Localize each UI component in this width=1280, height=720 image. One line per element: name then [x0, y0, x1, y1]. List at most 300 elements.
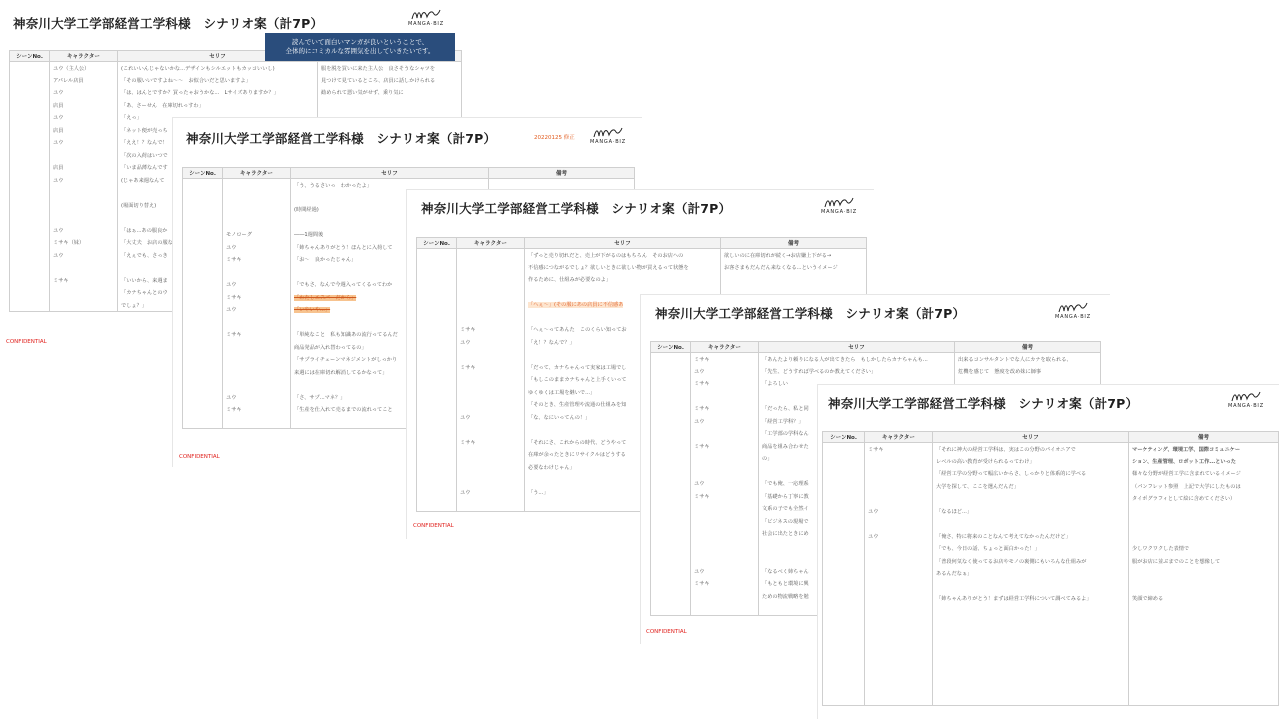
character-cell — [691, 515, 759, 528]
line-cell: (時間経過) — [291, 204, 489, 217]
character-cell — [691, 428, 759, 441]
line-cell: 「え！？なんで？」 — [525, 336, 721, 349]
line-cell: 「それにさ、これからの時代、どうやって — [525, 436, 721, 449]
character-cell: ユウ — [865, 505, 933, 518]
scene-cell — [10, 149, 50, 162]
character-cell: ミサキ — [223, 404, 291, 417]
note-cell: 様々な分野が経営工学に含まれているイメージ — [1129, 468, 1279, 481]
character-header: キャラクター — [223, 168, 291, 179]
line-cell: (場面切り替え) — [118, 199, 318, 212]
character-cell: ミサキ — [691, 578, 759, 591]
logo-text: MANGA·BIZ — [590, 139, 626, 145]
line-cell: 「は、はんとですか？買ったゃおうかな... Lサイズありますか？」 — [118, 87, 318, 100]
character-cell — [865, 643, 933, 656]
scene-cell — [10, 212, 50, 225]
table-row — [417, 274, 867, 287]
character-cell: モノローグ — [223, 229, 291, 242]
table-row — [823, 593, 1279, 606]
line-cell — [933, 643, 1129, 656]
scene-cell — [417, 286, 457, 299]
character-cell — [865, 568, 933, 581]
table-row — [10, 99, 462, 112]
character-cell — [865, 518, 933, 531]
character-cell — [50, 262, 118, 275]
line-cell: 来週には在庫切れ解消してるかなって」 — [291, 366, 489, 379]
scene-cell — [417, 261, 457, 274]
character-cell — [691, 603, 759, 616]
line-cell: あるんだなぁ」 — [933, 568, 1129, 581]
line-cell: 「ネット便が売っち — [118, 124, 318, 137]
line-cell: (これいいんじゃないかな...デザインもシルエットもカッコいいし) — [118, 62, 318, 75]
character-cell — [457, 311, 525, 324]
struck-line-text: 「いやいや...」 — [294, 307, 331, 314]
manga-biz-logo — [1049, 301, 1097, 323]
scene-cell — [183, 229, 223, 242]
character-cell: ミサキ — [691, 378, 759, 391]
character-cell: ユウ — [691, 365, 759, 378]
scene-cell — [183, 416, 223, 429]
line-cell: 「でもさ、なんで今週入ってくるってわか — [291, 279, 489, 292]
note-cell — [1129, 605, 1279, 618]
scene-cell — [823, 480, 865, 493]
line-cell: 「でも俺、一応理系 — [759, 478, 955, 491]
note-cell — [1129, 530, 1279, 543]
character-cell: ユウ（主人公） — [50, 62, 118, 75]
note-cell — [1129, 680, 1279, 693]
table-row — [823, 518, 1279, 531]
character-cell: ユウ — [691, 478, 759, 491]
scene-cell — [823, 693, 865, 706]
table-row — [823, 443, 1279, 456]
scene-cell — [417, 374, 457, 387]
note-cell: お客さまもだんだん来なくなる...というイメージ — [721, 261, 867, 274]
character-cell: ユウ — [457, 411, 525, 424]
confidential-label: CONFIDENTIAL — [179, 454, 220, 460]
scene-cell — [651, 403, 691, 416]
character-cell: ミサキ — [223, 329, 291, 342]
line-cell: 不信感につながるでしょ？欲しいときに欲しい物が買えるって状態を — [525, 261, 721, 274]
character-cell — [457, 399, 525, 412]
line-cell: 「もともと環境に興 — [759, 578, 955, 591]
character-cell: ユウ — [223, 304, 291, 317]
scene-cell — [10, 249, 50, 262]
note-line-2: 全体的にコミカルな雰囲気を出していきたいです。 — [285, 47, 435, 55]
line-cell: 文系の子でも全然イ — [759, 503, 955, 516]
character-cell — [865, 480, 933, 493]
line-cell: 「でも、今日の話、ちょっと面白かった！」 — [933, 543, 1129, 556]
note-header: 備考 — [721, 238, 867, 249]
scene-cell — [823, 443, 865, 456]
line-cell — [933, 655, 1129, 668]
character-cell: ミサキ — [457, 361, 525, 374]
note-cell: 少しワクワクした表情で — [1129, 543, 1279, 556]
scene-cell — [10, 74, 50, 87]
character-cell — [691, 390, 759, 403]
scene-cell — [183, 279, 223, 292]
line-cell: 「サプライチェーンマネジメントがしっかり — [291, 354, 489, 367]
scene-cell — [10, 237, 50, 250]
character-cell — [865, 580, 933, 593]
table-row — [10, 62, 462, 75]
line-cell: 「単純なこと 私も知識あの流行ってるんだ — [291, 329, 489, 342]
line-cell: 「な、なにいってんの！」 — [525, 411, 721, 424]
table-row — [823, 455, 1279, 468]
manga-biz-logo — [1222, 390, 1270, 412]
line-cell — [933, 618, 1129, 631]
manga-biz-logo — [402, 8, 450, 30]
line-cell: 商品を組み合わせた — [759, 440, 955, 453]
scene-cell — [183, 304, 223, 317]
character-header: キャラクター — [50, 51, 118, 62]
scene-cell — [10, 224, 50, 237]
character-cell — [457, 386, 525, 399]
line-cell — [933, 493, 1129, 506]
character-cell — [865, 468, 933, 481]
line-cell: 「普段何気なく使ってるお店やモノの裏側にもいろんな仕組みが — [933, 555, 1129, 568]
character-cell: 店員 — [50, 99, 118, 112]
line-cell: 「はぁ...あの服良か — [118, 224, 318, 237]
line-cell — [933, 680, 1129, 693]
scene-cell — [651, 415, 691, 428]
note-cell — [1129, 655, 1279, 668]
line-cell: 「姉ちゃんありがとう！ほんとに入荷して — [291, 241, 489, 254]
scene-cell — [183, 341, 223, 354]
scene-cell — [417, 436, 457, 449]
note-cell — [318, 99, 462, 112]
line-cell: 「生産を仕入れて売るまでの流れってこと — [291, 404, 489, 417]
character-cell: ユウ — [50, 249, 118, 262]
table-row — [10, 74, 462, 87]
scene-cell — [183, 316, 223, 329]
scene-cell — [183, 216, 223, 229]
line-cell: 作るために、仕組みが必要なのよ」 — [525, 274, 721, 287]
character-cell: ユウ — [865, 530, 933, 543]
line-cell: 商品発品が入れ替わってるの」 — [291, 341, 489, 354]
character-cell — [457, 349, 525, 362]
scenario-table — [822, 431, 1279, 706]
table-row — [823, 693, 1279, 706]
character-cell — [691, 503, 759, 516]
scene-cell — [183, 179, 223, 192]
table-row — [417, 249, 867, 262]
scene-cell — [10, 87, 50, 100]
character-cell: ミサキ — [691, 353, 759, 366]
scene-cell — [417, 386, 457, 399]
scene-cell — [651, 440, 691, 453]
table-row — [10, 87, 462, 100]
character-cell — [223, 379, 291, 392]
scene-cell — [183, 354, 223, 367]
note-cell — [1129, 643, 1279, 656]
scene-cell — [651, 428, 691, 441]
revision-date: 20220125 修正 — [534, 135, 575, 141]
character-cell — [223, 354, 291, 367]
character-cell: ミサキ（妹） — [50, 237, 118, 250]
script-page-5 — [818, 385, 1280, 720]
note-cell — [1129, 568, 1279, 581]
scene-cell — [10, 62, 50, 75]
character-cell — [50, 187, 118, 200]
page-title: 神奈川大学工学部経営工学科様 シナリオ案（計7P） — [186, 131, 497, 146]
scene-cell — [823, 530, 865, 543]
character-cell — [457, 474, 525, 487]
line-cell: 社会に出たときにめ — [759, 528, 955, 541]
scene-cell — [823, 568, 865, 581]
scene-cell — [651, 378, 691, 391]
character-cell — [50, 287, 118, 300]
character-cell: ミサキ — [691, 440, 759, 453]
line-cell — [933, 518, 1129, 531]
scene-cell — [183, 291, 223, 304]
character-cell: ミサキ — [691, 490, 759, 503]
line-cell: ゆくゆくは工場を継いで...」 — [525, 386, 721, 399]
line-cell: 「なるほど...」 — [933, 505, 1129, 518]
scene-cell — [417, 361, 457, 374]
character-cell — [50, 212, 118, 225]
scene-cell — [823, 680, 865, 693]
logo-text: MANGA·BIZ — [821, 209, 857, 215]
character-cell: ユウ — [50, 174, 118, 187]
page-title: 神奈川大学工学部経営工学科様 シナリオ案（計7P） — [828, 396, 1139, 411]
line-cell: 「あんたより頼りになる人が出てきたら もしかしたらカナちゃんも... — [759, 353, 955, 366]
line-cell: 「工学部の学科なん — [759, 428, 955, 441]
character-cell: ミサキ — [50, 274, 118, 287]
character-cell — [865, 668, 933, 681]
confidential-label: CONFIDENTIAL — [646, 629, 687, 635]
scene-cell — [651, 540, 691, 553]
scene-cell — [651, 490, 691, 503]
scene-cell — [183, 329, 223, 342]
character-cell: ユウ — [50, 224, 118, 237]
page-title: 神奈川大学工学部経営工学科様 シナリオ案（計7P） — [655, 306, 966, 321]
scene-cell — [823, 455, 865, 468]
character-cell — [457, 461, 525, 474]
line-cell: 大学を探して、ここを選んだんだ」 — [933, 480, 1129, 493]
character-cell — [223, 341, 291, 354]
table-row — [823, 505, 1279, 518]
comment-note-box — [265, 33, 455, 61]
line-cell: 「う、うるさいっ わかったよ」 — [291, 179, 489, 192]
character-cell: ミサキ — [691, 403, 759, 416]
scene-cell — [823, 580, 865, 593]
line-header: セリフ — [525, 238, 721, 249]
scene-header: シーンNo. — [10, 51, 50, 62]
scene-cell — [823, 630, 865, 643]
scene-cell — [417, 336, 457, 349]
character-cell — [223, 191, 291, 204]
note-header: 備考 — [489, 168, 635, 179]
character-header: キャラクター — [865, 432, 933, 443]
table-row — [823, 555, 1279, 568]
scene-cell — [183, 366, 223, 379]
note-cell: マーケティング、環境工学、国際コミュニケー — [1129, 443, 1279, 456]
scene-cell — [417, 324, 457, 337]
scene-cell — [823, 668, 865, 681]
line-cell: 「だって、カナちゃんって実家は工場でし — [525, 361, 721, 374]
character-cell — [50, 199, 118, 212]
table-row — [823, 618, 1279, 631]
line-header: セリフ — [933, 432, 1129, 443]
table-row — [823, 468, 1279, 481]
note-cell: ション、生産管理、ロボット工作...といった — [1129, 455, 1279, 468]
line-header: セリフ — [759, 342, 955, 353]
scene-cell — [417, 274, 457, 287]
table-row — [823, 643, 1279, 656]
character-cell: ユウ — [50, 112, 118, 125]
manga-biz-logo — [815, 196, 863, 218]
scene-cell — [823, 605, 865, 618]
scene-cell — [651, 603, 691, 616]
line-cell: 「それに神大の経営工学科は、実はこの分野のパイオニアで — [933, 443, 1129, 456]
scene-cell — [10, 287, 50, 300]
table-row — [823, 480, 1279, 493]
character-cell: ミサキ — [457, 324, 525, 337]
line-cell — [933, 693, 1129, 706]
line-cell: 「えぇでも、さっき — [118, 249, 318, 262]
line-cell: 「大丈夫 お店の服な — [118, 237, 318, 250]
character-cell: ユウ — [691, 415, 759, 428]
scene-cell — [10, 299, 50, 312]
scene-header: シーンNo. — [417, 238, 457, 249]
logo-text: MANGA·BIZ — [1228, 403, 1264, 409]
scene-cell — [417, 399, 457, 412]
scene-cell — [823, 655, 865, 668]
line-cell: 「経営工学科？」 — [759, 415, 955, 428]
note-cell — [1129, 505, 1279, 518]
character-cell — [457, 249, 525, 262]
character-cell — [223, 316, 291, 329]
line-cell: 「ビジネスの現場で — [759, 515, 955, 528]
character-cell — [223, 416, 291, 429]
character-cell: ユウ — [223, 279, 291, 292]
scene-cell — [10, 162, 50, 175]
character-cell — [691, 540, 759, 553]
scene-cell — [10, 187, 50, 200]
note-cell — [1129, 693, 1279, 706]
scene-cell — [823, 468, 865, 481]
character-cell — [457, 274, 525, 287]
line-cell: 「いいから、来週ま — [118, 274, 318, 287]
character-cell — [865, 555, 933, 568]
scene-cell — [823, 593, 865, 606]
character-cell: ミサキ — [223, 291, 291, 304]
character-header: キャラクター — [457, 238, 525, 249]
scene-cell — [417, 299, 457, 312]
page-title: 神奈川大学工学部経営工学科様 シナリオ案（計7P） — [421, 201, 732, 216]
scene-cell — [10, 262, 50, 275]
character-cell: ユウ — [457, 486, 525, 499]
note-cell — [1129, 580, 1279, 593]
line-cell: 「えっ」 — [118, 112, 318, 125]
line-cell: (じゃあ来週なんて — [118, 174, 318, 187]
scene-cell — [417, 311, 457, 324]
page-title: 神奈川大学工学部経営工学科様 シナリオ案（計7P） — [13, 16, 324, 31]
character-cell — [691, 453, 759, 466]
line-cell: 「姉ちゃんありがとう！まずは経営工学科について調べてみるよ」 — [933, 593, 1129, 606]
scene-header: シーンNo. — [823, 432, 865, 443]
character-cell — [223, 204, 291, 217]
line-cell: 「もしこのままカナちゃんと上手くいって — [525, 374, 721, 387]
character-cell: ユウ — [223, 241, 291, 254]
note-cell: タイポグラフィとして絵に含めてください） — [1129, 493, 1279, 506]
table-row — [823, 680, 1279, 693]
line-cell: レベルの高い教育が受けられるってわけ」 — [933, 455, 1129, 468]
line-cell: 「あ、さーせん 在庫切れっすわ」 — [118, 99, 318, 112]
scene-cell — [10, 112, 50, 125]
character-cell — [457, 449, 525, 462]
scene-cell — [651, 453, 691, 466]
line-cell: 「なるべく姉ちゃん — [759, 565, 955, 578]
line-cell: 「カナちゃんとのウ — [118, 287, 318, 300]
scene-cell — [651, 565, 691, 578]
character-cell: 店員 — [50, 162, 118, 175]
line-cell: 必要なわけじゃん」 — [525, 461, 721, 474]
line-cell: の」 — [759, 453, 955, 466]
note-cell: （パンフレット参照 上記で大学にしたものは — [1129, 480, 1279, 493]
scene-cell — [651, 553, 691, 566]
table-row — [651, 365, 1101, 378]
line-cell: 「経営工学の分野って幅広いからさ、しっかりと体系的に学べる — [933, 468, 1129, 481]
character-cell — [865, 630, 933, 643]
scene-cell — [417, 486, 457, 499]
character-cell — [691, 553, 759, 566]
scene-cell — [651, 478, 691, 491]
line-cell: 「だったら、私と同 — [759, 403, 955, 416]
logo-text: MANGA·BIZ — [1055, 314, 1091, 320]
scene-cell — [651, 365, 691, 378]
character-cell — [223, 366, 291, 379]
character-cell — [865, 618, 933, 631]
character-cell — [457, 261, 525, 274]
line-cell: 「その服いいですよね〜〜 お似合いだと思いますよ」 — [118, 74, 318, 87]
character-cell — [865, 593, 933, 606]
scene-cell — [823, 505, 865, 518]
character-cell: ミサキ — [865, 443, 933, 456]
scene-cell — [417, 411, 457, 424]
table-row — [823, 655, 1279, 668]
note-cell — [1129, 668, 1279, 681]
line-cell: でしょ？」 — [118, 299, 318, 312]
struck-line-text: 「わたしエスパーだから」 — [294, 294, 357, 301]
scene-cell — [183, 379, 223, 392]
table-row — [823, 568, 1279, 581]
character-cell — [865, 455, 933, 468]
line-cell — [933, 630, 1129, 643]
table-row — [823, 605, 1279, 618]
line-header: セリフ — [291, 168, 489, 179]
character-cell: ユウ — [50, 137, 118, 150]
note-cell: 出来るコンサルタントでな人にカナを取られる、 — [955, 353, 1101, 366]
scene-cell — [417, 449, 457, 462]
character-cell — [865, 493, 933, 506]
character-cell — [691, 465, 759, 478]
character-cell: アパレル店員 — [50, 74, 118, 87]
character-cell: ユウ — [223, 391, 291, 404]
scene-cell — [10, 174, 50, 187]
scene-cell — [183, 404, 223, 417]
table-row — [823, 630, 1279, 643]
character-cell — [457, 499, 525, 512]
character-header: キャラクター — [691, 342, 759, 353]
line-cell: 「そのとき、生産管理や流通の仕組みを知 — [525, 399, 721, 412]
scene-cell — [183, 204, 223, 217]
scene-cell — [417, 474, 457, 487]
line-cell: 「う...」 — [525, 486, 721, 499]
character-cell: ミサキ — [223, 254, 291, 267]
line-cell: 「お〜 良かったじゃん」 — [291, 254, 489, 267]
line-cell: ための物流戦略を勉 — [759, 590, 955, 603]
note-cell: 笑顔で締める — [1129, 593, 1279, 606]
